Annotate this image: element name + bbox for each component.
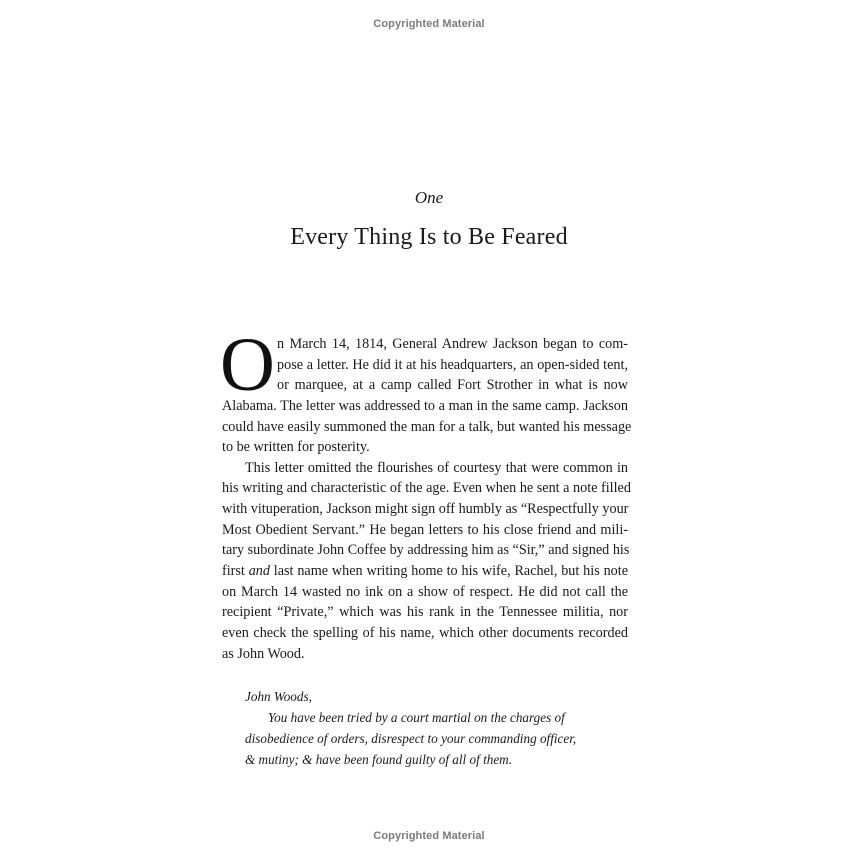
italic-emphasis: and [248, 563, 270, 580]
letter-line: & mutiny; & have been found guilty of all of them. [245, 752, 512, 767]
chapter-number: One [414, 188, 444, 207]
copyright-watermark-bottom: Copyrighted Material [373, 830, 485, 842]
text-line: his writing and characteristic of the age. Even when he sent a note filled [222, 480, 631, 497]
text-line: with vituperation, Jackson might sign off humbly as “Respectfully your [222, 501, 629, 518]
copyright-watermark-top: Copyrighted Material [373, 18, 485, 30]
quoted-letter [245, 686, 577, 770]
text-line: could have easily summoned the man for a talk, but wanted his message [222, 418, 632, 435]
text-segment: last name when writing home to his wife, Rachel, but his note [269, 563, 628, 580]
chapter-title: Every Thing Is to Be Feared [290, 224, 568, 250]
text-line: Most Obedient Servant.” He began letters to his close friend and mili- [222, 521, 628, 538]
text-line: recipient “Private,” which was his rank in the Tennessee militia, nor [222, 604, 628, 621]
text-line: Alabama. The letter was addressed to a man in the same camp. Jackson [222, 397, 628, 414]
text-line: to be written for posterity. [222, 439, 370, 456]
text-line [222, 561, 628, 582]
letter-line: disobedience of orders, disrespect to your commanding officer, [245, 731, 577, 746]
text-segment: first [222, 563, 249, 580]
text-line: on March 14 wasted no ink on a show of respect. He did not call the [222, 583, 628, 600]
text-line: pose a letter. He did it at his headquarters, an open-sided tent, [277, 356, 628, 373]
letter-salutation: John Woods, [245, 689, 312, 704]
text-line: as John Wood. [222, 645, 305, 662]
text-line: even check the spelling of his name, which other documents recorded [222, 624, 628, 641]
letter-line: You have been tried by a court martial on the charges of [268, 710, 565, 725]
drop-cap: O [220, 323, 275, 407]
body-text [220, 323, 632, 664]
text-line: tary subordinate John Coffee by addressing him as “Sir,” and signed his [222, 542, 630, 559]
text-line: n March 14, 1814, General Andrew Jackson began to com- [277, 336, 628, 352]
text-line: or marquee, at a camp called Fort Strother in what is now [277, 377, 628, 394]
text-line: This letter omitted the flourishes of courtesy that were common in [245, 459, 628, 476]
